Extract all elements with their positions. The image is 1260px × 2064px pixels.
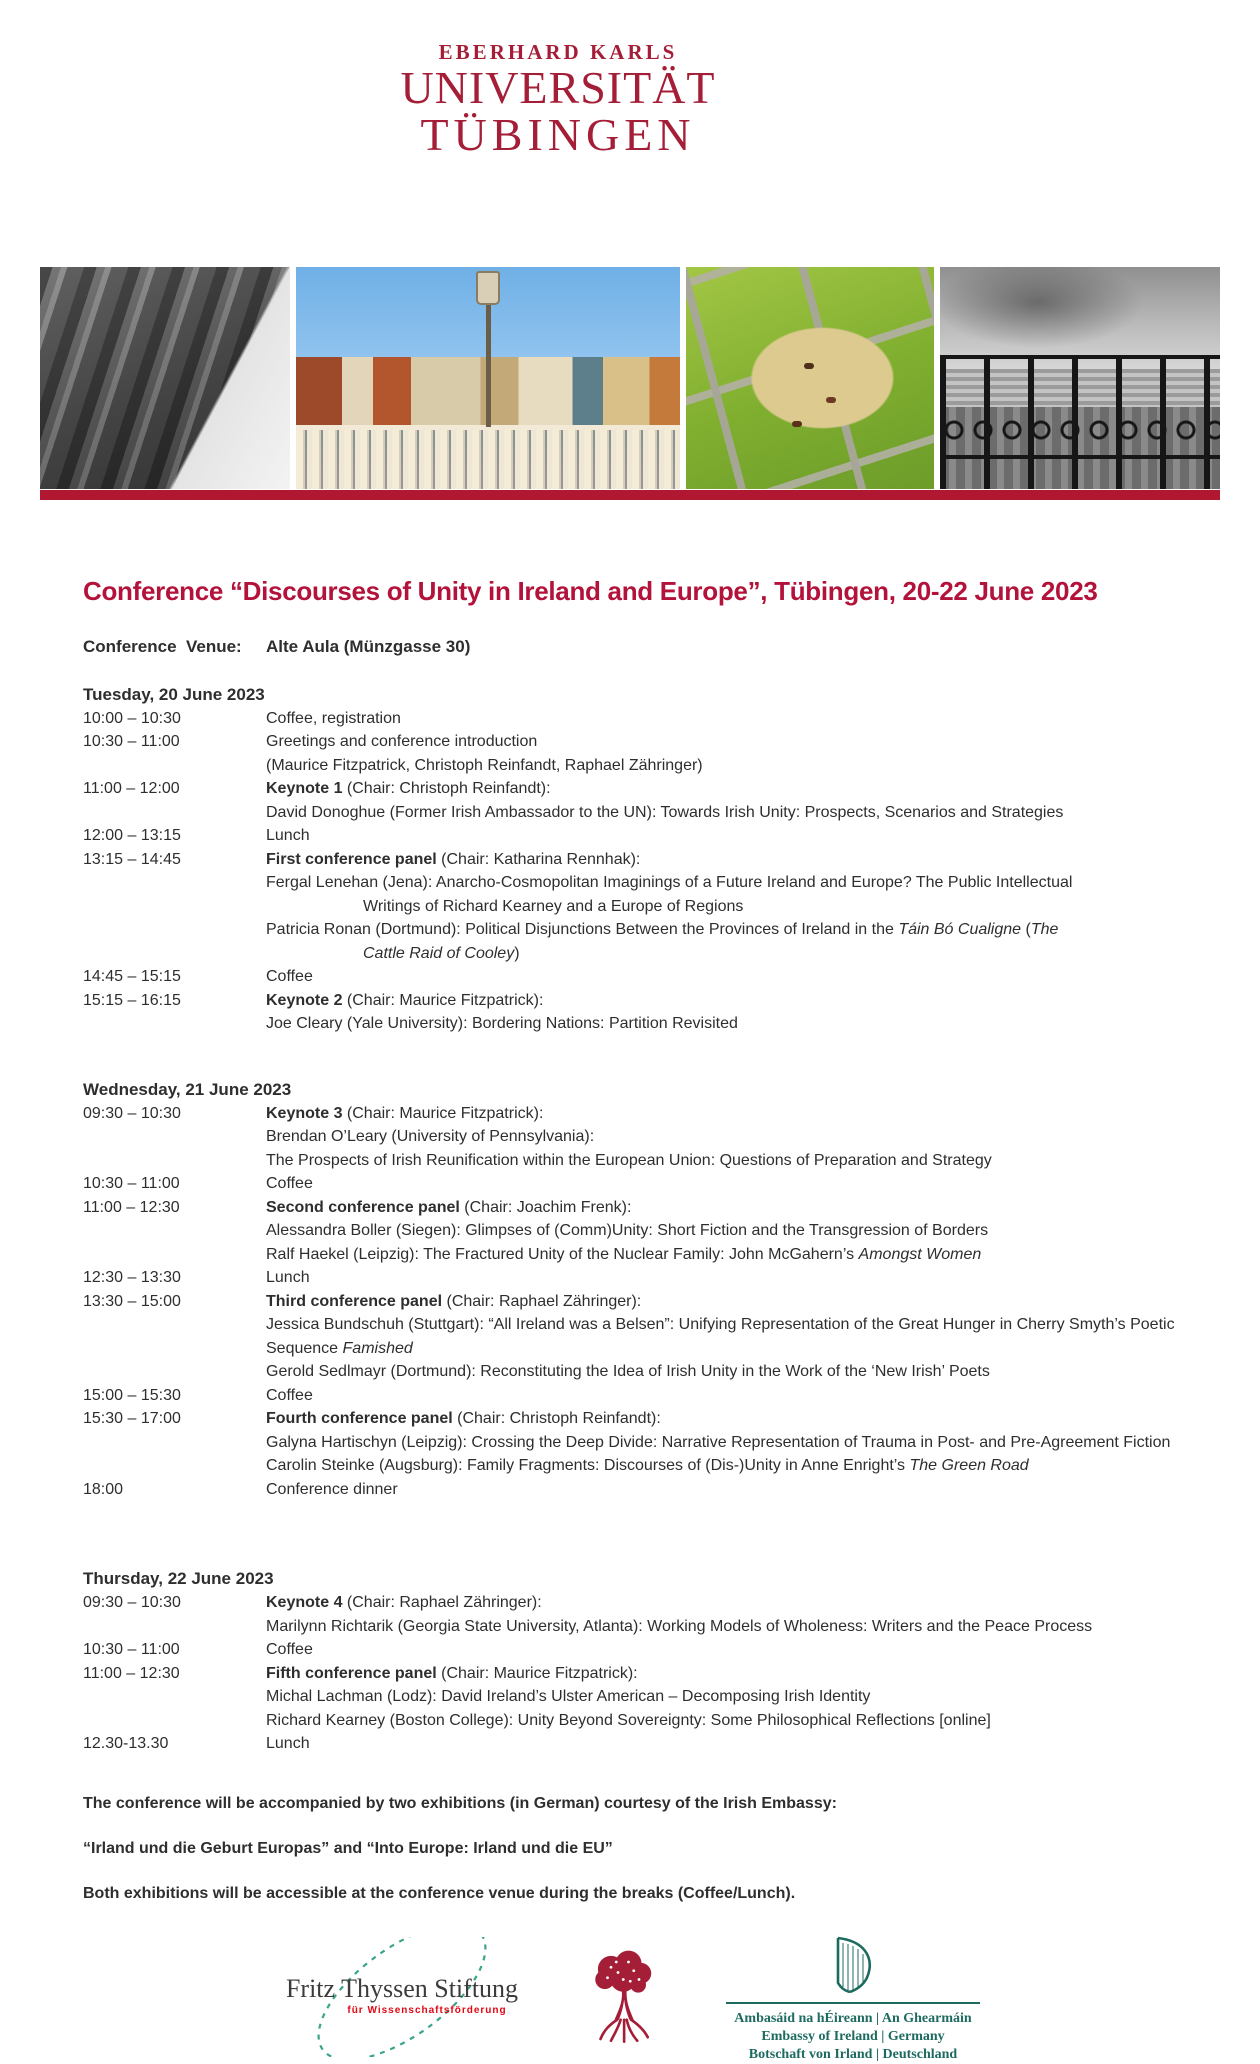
session-line (266, 1337, 1182, 1361)
day-heading: Tuesday, 20 June 2023 (83, 684, 265, 704)
session-line (266, 848, 1182, 872)
session-line (266, 1407, 1182, 1431)
time-slot: 12.30-13.30 (83, 1735, 169, 1753)
session-text: Lunch (266, 827, 310, 845)
session-text: (Chair: Katharina Rennhak): (436, 850, 641, 868)
session-line (266, 1384, 1182, 1408)
schedule-row (83, 777, 1182, 824)
session-text: Lunch (266, 1735, 310, 1753)
session-line (266, 1431, 1182, 1455)
session-description (266, 1172, 1182, 1196)
gate-ring-ornaments (940, 417, 1220, 443)
session-text: Sequence (266, 1339, 343, 1357)
time-slot: 15:15 – 16:15 (83, 991, 181, 1009)
session-line (266, 1478, 1182, 1502)
closing-paragraph: Both exhibitions will be accessible at the conference venue during the breaks (Coffee/Lunch). (83, 1884, 796, 1902)
session-text: Coffee (266, 968, 313, 986)
session-line (266, 1290, 1182, 1314)
schedule-row (83, 1591, 1182, 1638)
session-line (266, 895, 1182, 919)
session-text: David Donoghue (Former Irish Ambassador to the UN): Towards Irish Unity: Prospects, Scenarios and Strategies (266, 803, 1064, 821)
session-text: Keynote 1 (266, 780, 343, 798)
photo-banner (40, 267, 1220, 489)
session-line (266, 1662, 1182, 1686)
session-text: Joe Cleary (Yale University): Bordering Nations: Partition Revisited (266, 1015, 738, 1033)
session-line (266, 942, 1182, 966)
session-line (266, 1102, 1182, 1126)
session-line (266, 1266, 1182, 1290)
closing-paragraph: “Irland und die Geburt Europas” and “Into Europe: Irland und die EU” (83, 1839, 613, 1857)
schedule-row (83, 1638, 1182, 1662)
lamp-post (486, 297, 491, 427)
time-slot: 13:15 – 14:45 (83, 850, 181, 868)
time-slot: 10:00 – 10:30 (83, 709, 181, 727)
session-text: Cattle Raid of Cooley (363, 944, 515, 962)
session-line (266, 1125, 1182, 1149)
session-line (266, 754, 1182, 778)
session-text: First conference panel (266, 850, 437, 868)
session-line (266, 1591, 1182, 1615)
session-text: Keynote 3 (266, 1104, 343, 1122)
session-line (266, 989, 1182, 1013)
hapenny-bridge-photo (296, 267, 680, 489)
session-description (266, 1407, 1182, 1478)
logo-line-tuebingen: TÜBINGEN (420, 108, 696, 160)
tree-icon (590, 1949, 660, 2045)
session-text: (Chair: Maurice Fitzpatrick): (436, 1664, 638, 1682)
schedule-row (83, 1478, 1182, 1502)
session-text: Brendan O’Leary (University of Pennsylvania): (266, 1128, 595, 1146)
session-text: Second conference panel (266, 1198, 460, 1216)
fritz-thyssen-subtitle: für Wissenschaftsförderung (347, 2004, 507, 2016)
schedule-row (83, 1102, 1182, 1173)
schedule-row (83, 1384, 1182, 1408)
session-text: Coffee (266, 1175, 313, 1193)
fritz-thyssen-title: Fritz Thyssen Stiftung (285, 1973, 519, 2003)
session-description (266, 707, 1182, 731)
time-slot: 12:30 – 13:30 (83, 1269, 181, 1287)
schedule-row (83, 1172, 1182, 1196)
session-line (266, 707, 1182, 731)
day-section (83, 683, 1182, 1036)
session-text: Writings of Richard Kearney and a Europe of Regions (363, 897, 744, 915)
session-text: Greetings and conference introduction (266, 733, 538, 751)
time-slot: 12:00 – 13:15 (83, 827, 181, 845)
gate-rail (940, 455, 1220, 459)
session-text: Lunch (266, 1269, 310, 1287)
session-line (266, 871, 1182, 895)
session-line (266, 824, 1182, 848)
session-text: Patricia Ronan (Dortmund): Political Disjunctions Between the Provinces of Ireland in the (266, 921, 899, 939)
embassy-line-german: Botschaft von Irland | Deutschland (748, 2046, 958, 2062)
schedule (83, 683, 1182, 1756)
day-heading: Wednesday, 21 June 2023 (83, 1079, 292, 1099)
schedule-row (83, 848, 1182, 966)
session-line (266, 1313, 1182, 1337)
session-text: The (1030, 921, 1059, 939)
schedule-row (83, 730, 1182, 777)
embassy-of-ireland-logo (718, 1935, 988, 2064)
session-line (266, 1243, 1182, 1267)
harp-icon (832, 1935, 874, 1993)
session-text: Richard Kearney (Boston College): Unity Beyond Sovereignty: Some Philosophical Reflections [online] (266, 1711, 991, 1729)
session-text: The Prospects of Irish Reunification within the European Union: Questions of Preparation and Strategy (266, 1151, 992, 1169)
session-line (266, 965, 1182, 989)
session-line (266, 777, 1182, 801)
session-text: Third conference panel (266, 1292, 443, 1310)
session-text: (Chair: Raphael Zähringer): (442, 1292, 642, 1310)
session-description (266, 1638, 1182, 1662)
session-text: Coffee (266, 1641, 313, 1659)
session-text: (Maurice Fitzpatrick, Christoph Reinfandt, Raphael Zähringer) (266, 756, 703, 774)
session-line (266, 1219, 1182, 1243)
schedule-row (83, 707, 1182, 731)
time-slot: 10:30 – 11:00 (83, 1641, 180, 1659)
session-description (266, 1662, 1182, 1733)
session-description (266, 1266, 1182, 1290)
session-description (266, 1290, 1182, 1384)
embassy-divider-line (726, 2002, 980, 2004)
time-slot: 13:30 – 15:00 (83, 1292, 181, 1310)
logo-line-universitaet: UNIVERSITÄT (400, 62, 716, 113)
session-text: Ralf Haekel (Leipzig): The Fractured Unity of the Nuclear Family: John McGahern’s (266, 1245, 859, 1263)
session-text: (Chair: Maurice Fitzpatrick): (342, 991, 544, 1009)
program-content (0, 576, 1260, 1905)
session-text: Jessica Bundschuh (Stuttgart): “All Ireland was a Belsen”: Unifying Representation of the Great Hunger in Cherry Smyth’s Poetic (266, 1316, 1175, 1334)
session-text: ) (514, 944, 520, 962)
schedule-row (83, 1266, 1182, 1290)
session-text: Michal Lachman (Lodz): David Ireland’s Ulster American – Decomposing Irish Identity (266, 1688, 871, 1706)
schedule-row (83, 1196, 1182, 1267)
schedule-row (83, 824, 1182, 848)
session-text: The Green Road (909, 1457, 1029, 1475)
bridge-railing (296, 425, 680, 489)
session-text: (Chair: Christoph Reinfandt): (342, 780, 551, 798)
time-slot: 15:30 – 17:00 (83, 1410, 181, 1428)
time-slot: 10:30 – 11:00 (83, 733, 180, 751)
iron-gate-coast-photo (940, 267, 1220, 489)
session-text: Táin Bó Cualigne (898, 921, 1022, 939)
schedule-row (83, 989, 1182, 1036)
day-heading: Thursday, 22 June 2023 (83, 1569, 274, 1589)
session-description (266, 777, 1182, 824)
session-description (266, 824, 1182, 848)
venue-value: Alte Aula (Münzgasse 30) (266, 636, 471, 656)
closing-paragraphs (83, 1792, 1182, 1905)
schedule-row (83, 1662, 1182, 1733)
session-text: Amongst Women (858, 1245, 982, 1263)
session-text: Carolin Steinke (Augsburg): Family Fragments: Discourses of (Dis-)Unity in Anne Enright’s (266, 1457, 910, 1475)
session-description (266, 1732, 1182, 1756)
session-line (266, 1172, 1182, 1196)
fritz-thyssen-stiftung-logo (272, 1937, 532, 2062)
time-slot: 09:30 – 10:30 (83, 1104, 181, 1122)
session-line (266, 730, 1182, 754)
session-text: (Chair: Raphael Zähringer): (342, 1594, 542, 1612)
session-line (266, 1196, 1182, 1220)
page-title: Conference “Discourses of Unity in Ireland and Europe”, Tübingen, 20-22 June 2023 (83, 575, 1098, 606)
session-text: Famished (342, 1339, 413, 1357)
session-line (266, 1709, 1182, 1733)
session-line (266, 1454, 1182, 1478)
session-text: Fourth conference panel (266, 1410, 453, 1428)
session-text: (Chair: Christoph Reinfandt): (452, 1410, 661, 1428)
logo-line-eberhard-karls: EBERHARD KARLS (438, 40, 678, 64)
stone-wall-fields-photo (686, 267, 934, 489)
sponsor-logos (0, 1935, 1260, 2064)
session-line (266, 918, 1182, 942)
time-slot: 15:00 – 15:30 (83, 1386, 181, 1404)
fritz-thyssen-logo-graphic (272, 1937, 532, 2057)
session-text: Coffee, registration (266, 709, 401, 727)
lamp-head (476, 271, 500, 305)
time-slot: 18:00 (83, 1480, 124, 1498)
session-description (266, 989, 1182, 1036)
venue-row (83, 637, 1182, 657)
session-line (266, 1685, 1182, 1709)
session-text: Alessandra Boller (Siegen): Glimpses of (Comm)Unity: Short Fiction and the Transgression of Borders (266, 1222, 989, 1240)
session-text: Keynote 4 (266, 1594, 343, 1612)
session-description (266, 1102, 1182, 1173)
session-line (266, 1149, 1182, 1173)
time-slot: 11:00 – 12:30 (83, 1664, 180, 1682)
session-text: ( (1021, 921, 1031, 939)
session-text: Keynote 2 (266, 991, 343, 1009)
day-section (83, 1078, 1182, 1502)
schedule-row (83, 1290, 1182, 1384)
session-text: Coffee (266, 1386, 313, 1404)
session-text: Conference dinner (266, 1480, 398, 1498)
cattle-dots (804, 363, 814, 369)
session-text: (Chair: Joachim Frenk): (459, 1198, 632, 1216)
session-text: Galyna Hartischyn (Leipzig): Crossing the Deep Divide: Narrative Representation of Trauma in Post- and Pre-Agreement Fiction (266, 1433, 1171, 1451)
red-tree-logo (590, 1949, 660, 2050)
session-description (266, 1196, 1182, 1267)
session-description (266, 730, 1182, 777)
session-text: Fergal Lenehan (Jena): Anarcho-Cosmopolitan Imaginings of a Future Ireland and Europe? The Public Intellectual (266, 874, 1073, 892)
time-slot: 14:45 – 15:15 (83, 968, 181, 986)
venue-label: Conference Venue: (83, 636, 242, 656)
session-description (266, 965, 1182, 989)
session-line (266, 1638, 1182, 1662)
session-line (266, 1360, 1182, 1384)
stone-carving-photo (40, 267, 290, 489)
schedule-row (83, 965, 1182, 989)
time-slot: 09:30 – 10:30 (83, 1594, 181, 1612)
session-description (266, 1384, 1182, 1408)
schedule-row (83, 1732, 1182, 1756)
session-text: Marilynn Richtarik (Georgia State University, Atlanta): Working Models of Wholeness: Writers and the Peace Process (266, 1617, 1093, 1635)
day-section (83, 1567, 1182, 1756)
session-line (266, 801, 1182, 825)
red-divider-bar (40, 490, 1220, 500)
session-description (266, 1591, 1182, 1638)
session-text: Fifth conference panel (266, 1664, 437, 1682)
closing-paragraph: The conference will be accompanied by two exhibitions (in German) courtesy of the Irish Embassy: (83, 1794, 837, 1812)
session-line (266, 1732, 1182, 1756)
embassy-line-irish: Ambasáid na hÉireann | An Ghearmáin (734, 2010, 972, 2026)
session-text: (Chair: Maurice Fitzpatrick): (342, 1104, 544, 1122)
session-description (266, 848, 1182, 966)
session-line (266, 1012, 1182, 1036)
time-slot: 10:30 – 11:00 (83, 1175, 180, 1193)
university-tuebingen-logo (400, 0, 715, 159)
session-text: Gerold Sedlmayr (Dortmund): Reconstituting the Idea of Irish Unity in the Work of the ‘New Irish’ Poets (266, 1363, 990, 1381)
time-slot: 11:00 – 12:00 (83, 780, 180, 798)
session-description (266, 1478, 1182, 1502)
cloudy-sky (940, 267, 1220, 369)
time-slot: 11:00 – 12:30 (83, 1198, 180, 1216)
embassy-line-english: Embassy of Ireland | Germany (761, 2028, 945, 2044)
schedule-row (83, 1407, 1182, 1478)
session-line (266, 1615, 1182, 1639)
